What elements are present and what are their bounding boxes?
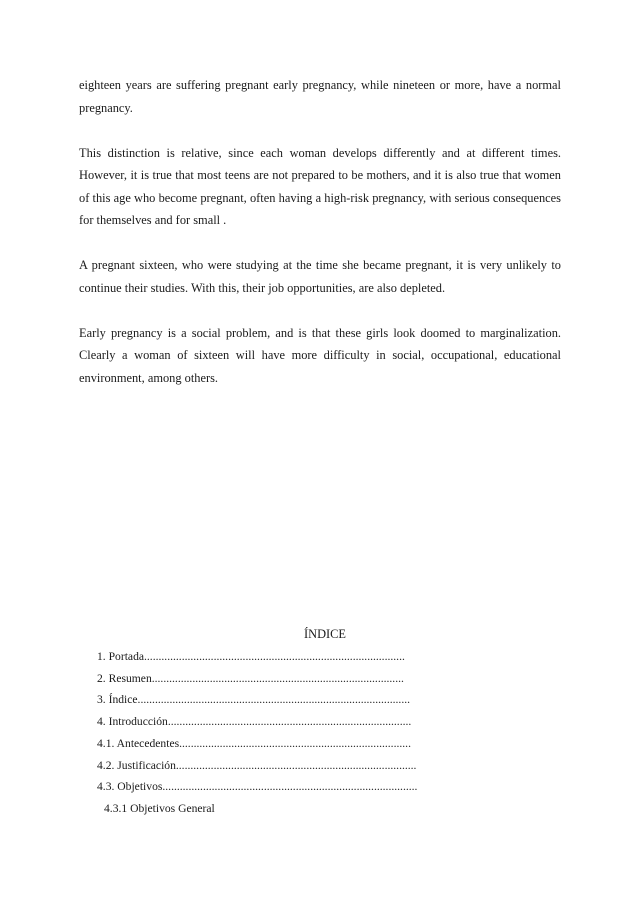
toc-item-justificacion: 4.2. Justificación................................................................................... — [97, 758, 417, 772]
toc-title: ÍNDICE — [304, 627, 346, 641]
toc-item-introduccion: 4. Introducción.................................................................................... — [97, 715, 412, 729]
toc-item-objetivos-general: 4.3.1 Objetivos General — [104, 801, 215, 815]
paragraph-1: eighteen years are suffering pregnant early pregnancy, while nineteen or more, have a normal pregnancy. — [79, 78, 561, 115]
toc-item-indice: 3. Índice.............................................................................................. — [97, 693, 411, 707]
table-of-contents — [97, 646, 477, 820]
paragraph-2: This distinction is relative, since each woman develops differently and at different times. However, it is true that most teens are not prepared to be mothers, and it is also true that women of this age who become pregnant, often having a high-risk pregnancy, with serious consequences for themselves and for small . — [79, 145, 561, 227]
toc-item-objetivos: 4.3. Objetivos........................................................................................ — [97, 780, 418, 794]
paragraph-3: A pregnant sixteen, who were studying at the time she became pregnant, it is very unlikely to continue their studies. With this, their job opportunities, are also depleted. — [79, 258, 561, 295]
body-text — [79, 74, 561, 412]
toc-item-antecedentes: 4.1. Antecedentes................................................................................ — [97, 736, 411, 750]
toc-item-resumen: 2. Resumen....................................................................................... — [97, 671, 404, 685]
toc-item-portada: 1. Portada.......................................................................................... — [97, 650, 405, 663]
paragraph-4: Early pregnancy is a social problem, and is that these girls look doomed to marginalization. Clearly a woman of sixteen will have more difficulty in social, occupational, educational environment, among others. — [79, 325, 561, 385]
